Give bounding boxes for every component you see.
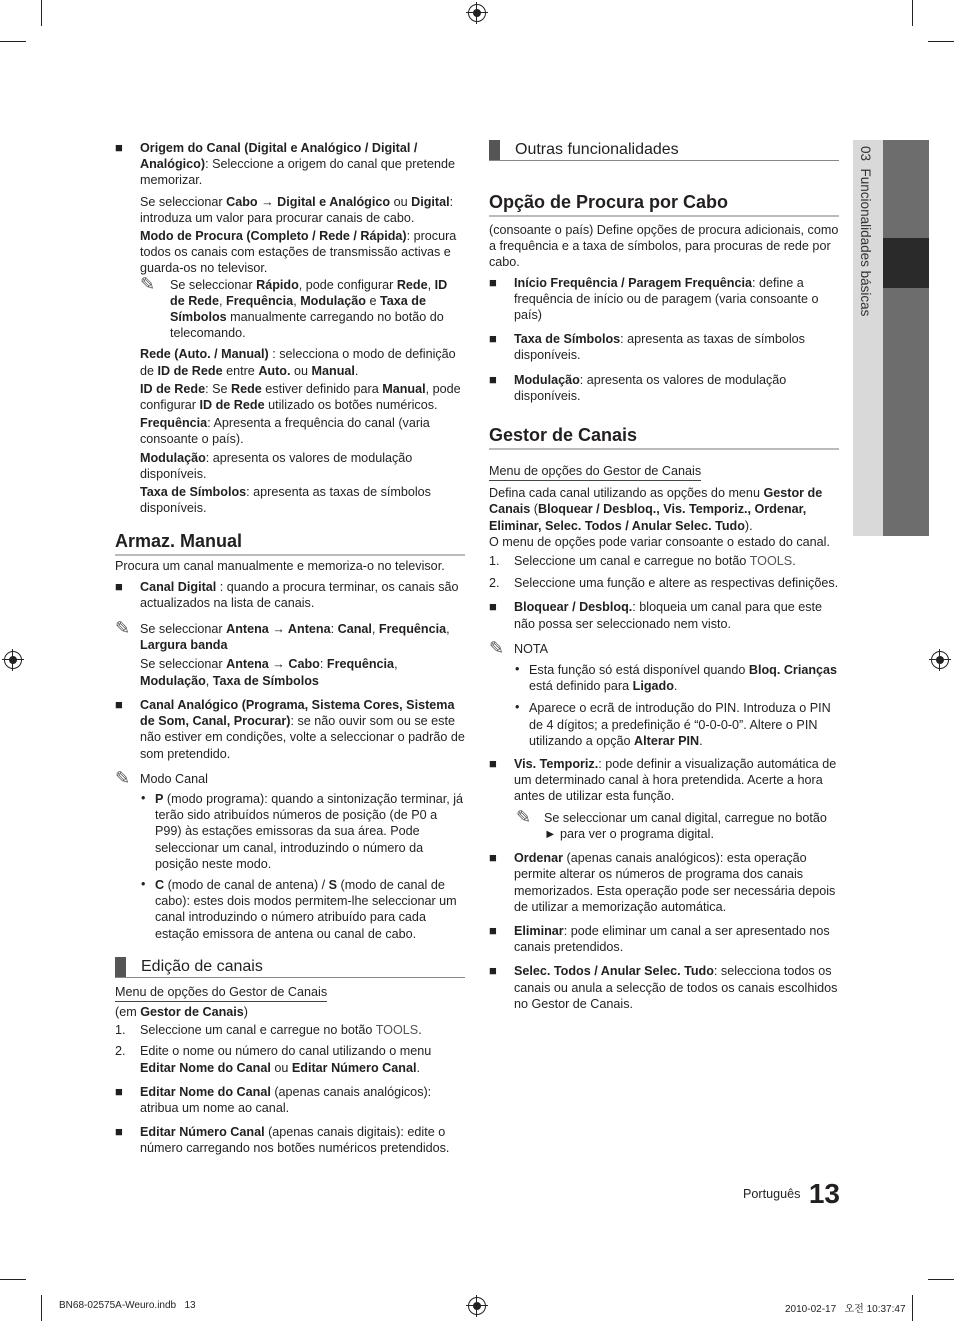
inicio-item: ■ Início Frequência / Paragem Frequência: define a frequência de início ou de paragem (varia consoante o país): [489, 274, 819, 323]
registration-mark-icon: [468, 4, 486, 22]
registration-mark-icon: [4, 651, 22, 669]
modulacao-item: ■ Modulação: apresenta os valores de modulação disponíveis.: [489, 371, 787, 403]
crop-mark: [0, 1279, 26, 1280]
crop-mark: [912, 0, 913, 26]
ordenar-item: ■ Ordenar (apenas canais analógicos): esta operação permite alterar os números de programa dos canais memorizados. Esta operação pode ser necessária depois de utilizar a memorização automática.: [489, 850, 836, 914]
note-pencil-icon: ✎: [115, 618, 131, 639]
right-column: [489, 140, 839, 1012]
bullet-square-icon: ■: [115, 696, 123, 712]
origem-item: ■ Origem do Canal (Digital e Analógico / Digital / Analógico): Seleccione a origem do canal que pretende memorizar.: [115, 140, 456, 188]
bullet-square-icon: ■: [489, 331, 497, 347]
dot-icon: •: [515, 662, 520, 677]
page-footer: [700, 1178, 840, 1210]
bullet-square-icon: ■: [115, 578, 123, 594]
bullet-square-icon: ■: [489, 963, 497, 979]
outras-heading: Outras funcionalidades: [489, 140, 839, 161]
footer-language: Português: [742, 1187, 801, 1201]
note-rapido: ✎ Se seleccionar Rápido, pode configurar Rede, ID de Rede, Frequência, Modulação e Taxa de Símbolos manualmente carregando no botão do telecomando.: [140, 273, 448, 341]
crop-mark: [928, 41, 954, 42]
bullet-square-icon: ■: [115, 1124, 123, 1140]
bullet-square-icon: ■: [489, 850, 497, 866]
crop-mark: [41, 0, 42, 26]
note-pencil-icon: ✎: [516, 806, 532, 827]
side-tab-dark: [883, 140, 929, 536]
armaz-manual-heading: Armaz. Manual: [115, 530, 465, 556]
taxa-item: ■ Taxa de Símbolos: apresenta as taxas de símbolos disponíveis.: [489, 331, 805, 363]
selec-todos-item: ■ Selec. Todos / Anular Selec. Tudo: selecciona todos os canais ou anula a selecção de todos os canais escolhidos no Gestor de Canais.: [489, 963, 838, 1011]
bullet-square-icon: ■: [489, 274, 497, 290]
step-1: 1. Seleccione um canal e carregue no botão TOOLS.: [115, 1023, 422, 1038]
bullet-square-icon: ■: [489, 371, 497, 387]
em-gestor: (em Gestor de Canais): [115, 1004, 248, 1019]
page-number: 13: [808, 1178, 840, 1209]
editar-nome-item: ■ Editar Nome do Canal (apenas canais analógicos): atribua um nome ao canal.: [115, 1083, 432, 1115]
file-info: BN68-02575A-Weuro.indb 13: [59, 1300, 196, 1311]
step-2: 2. Edite o nome ou número do canal utilizando o menu Editar Nome do Canal ou Editar Número Canal.: [115, 1044, 432, 1075]
dot-icon: •: [515, 700, 520, 715]
canal-analogico-item: ■ Canal Analógico (Programa, Sistema Cores, Sistema de Som, Canal, Procurar): se não ouvir som ou se este não estiver em condições, volte a seleccionar o padrão de som pretendido.: [115, 696, 465, 761]
nota: ✎ NOTA: [489, 637, 549, 658]
crop-mark: [928, 1279, 954, 1280]
armaz-intro: Procura um canal manualmente e memoriza-o no televisor.: [115, 559, 445, 574]
bullet-square-icon: ■: [489, 922, 497, 938]
gestor-intro: Defina cada canal utilizando as opções do menu Gestor de Canais (Bloquear / Desbloq., Vis. Temporiz., Ordenar, Eliminar, Selec. Todos / Anular Selec. Tudo).: [489, 486, 823, 533]
bloquear-item: ■ Bloquear / Desbloq.: bloqueia um canal para que este não possa ser seleccionado nem visto.: [489, 599, 823, 631]
registration-mark-icon: [468, 1297, 486, 1315]
vis-note: ✎ Se seleccionar um canal digital, carregue no botão ► para ver o programa digital.: [516, 806, 827, 841]
crop-mark: [41, 1295, 42, 1321]
note-pencil-icon: ✎: [140, 273, 156, 294]
registration-mark-icon: [931, 651, 949, 669]
modo-c-item: • C (modo de canal de antena) / S (modo de canal de cabo): estes dois modos permitem-lhe seleccionar um canal introduzindo o número atribuído para cada estação emissora de antena ou canal de cabo.: [141, 876, 457, 941]
crop-mark: [0, 41, 26, 42]
chapter-number: 03: [858, 146, 873, 162]
dot-icon: •: [141, 790, 146, 805]
tools-button-label: TOOLS: [749, 554, 793, 569]
note-modo-canal: ✎ Modo Canal: [115, 767, 208, 788]
note-pencil-icon: ✎: [115, 767, 131, 788]
crop-mark: [912, 1295, 913, 1321]
bullet-square-icon: ■: [115, 140, 123, 155]
nota-item-2: • Aparece o ecrã de introdução do PIN. Introduza o PIN de 4 dígitos; a predefinição é “0-0-0-0”. Altere o PIN utilizando a opção Alterar PIN.: [515, 700, 831, 748]
date-info: 2010-02-17 오전 10:37:47: [785, 1304, 906, 1315]
opcao-heading: Opção de Procura por Cabo: [489, 191, 839, 217]
bullet-square-icon: ■: [489, 756, 497, 772]
step-1: 1. Seleccione um canal e carregue no botão TOOLS.: [489, 554, 796, 569]
editar-numero-item: ■ Editar Número Canal (apenas canais digitais): edite o número carregando nos botões numéricos pretendidos.: [115, 1124, 450, 1156]
opcao-intro: (consoante o país) Define opções de procura adicionais, como a frequência e a taxa de símbolos, para procuras de rede por cabo.: [489, 223, 839, 270]
bullet-square-icon: ■: [115, 1083, 123, 1099]
dot-icon: •: [141, 876, 146, 891]
gestor-intro-2: O menu de opções pode variar consoante o estado do canal.: [489, 534, 830, 549]
menu-link[interactable]: Menu de opções do Gestor de Canais: [489, 463, 701, 481]
origem-sub: Se seleccionar Cabo → Digital e Analógico ou Digital: introduza um valor para procurar canais de cabo. Modo de Procura (Completo / Rede / Rápida): procura todos os canais com estações de transmissão activas e guarda-os no televisor. ✎ Se seleccionar Rápido, pode configurar Rede, ID de Rede, Frequência, Modulação e Taxa de Símbolos manualmente carregando no botão do telecomando. Rede (Auto. / Manual) : selecciona o modo de definição de ID de Rede entre Auto. ou Manual. ID de Rede: Se Rede estiver definido para Manual, pode configurar ID de Rede utilizado os botões numéricos. Frequência: Apresenta a frequência do canal (varia consoante o país). Modulação: apresenta os valores de modulação disponíveis. Taxa de Símbolos: apresenta as taxas de símbolos disponíveis.: [115, 194, 465, 517]
nota-item-1: • Esta função só está disponível quando Bloq. Crianças está definido para Ligado.: [515, 662, 838, 694]
note-pencil-icon: ✎: [489, 637, 505, 658]
chapter-title: Funcionalidades básicas: [858, 168, 873, 317]
canal-digital-item: ■ Canal Digital : quando a procura terminar, os canais são actualizados na lista de canais.: [115, 578, 459, 610]
vis-temporiz-item: ■ Vis. Temporiz.: pode definir a visualização automática de um determinado canal à hora pretendida. Acerte a hora antes de utilizar esta função.: [489, 756, 837, 804]
eliminar-item: ■ Eliminar: pode eliminar um canal a ser apresentado nos canais pretendidos.: [489, 922, 830, 955]
side-tab-label: [858, 146, 873, 316]
bullet-square-icon: ■: [489, 599, 497, 615]
gestor-heading: Gestor de Canais: [489, 424, 839, 450]
menu-link[interactable]: Menu de opções do Gestor de Canais: [115, 984, 327, 1002]
edicao-heading: Edição de canais: [115, 957, 465, 978]
left-column: [115, 140, 465, 1157]
tools-button-label: TOOLS: [375, 1023, 419, 1038]
note-antena: ✎ Se seleccionar Antena → Antena: Canal, Frequência, Largura banda Se seleccionar Antena → Cabo: Frequência, Modulação, Taxa de Símbolos: [115, 618, 450, 688]
modo-p-item: • P (modo programa): quando a sintonização terminar, já terão sido atribuídos números de posição (de P0 a P99) às estações emissoras da sua área. Pode seleccionar um canal, introduzindo o número da posição neste modo.: [141, 790, 464, 871]
step-2: 2. Seleccione uma função e altere as respectivas definições.: [489, 576, 839, 591]
side-tab-marker: [883, 238, 929, 288]
